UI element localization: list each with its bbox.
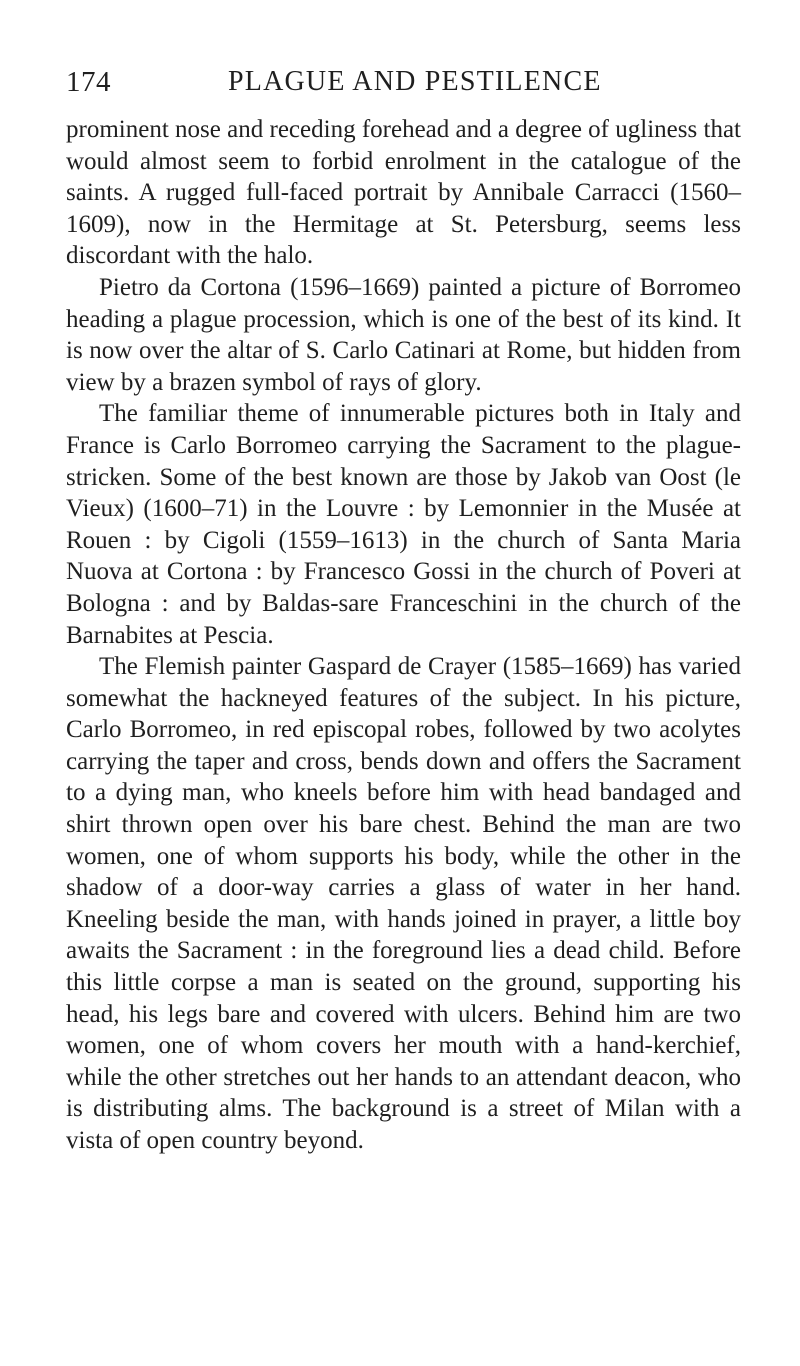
page-number: 174 (66, 66, 111, 98)
paragraph-continued: prominent nose and receding forehead and a degree of ugliness that would almost seem to forbid enrolment in the catalogue of the saints. A rugged full-faced portrait by Annibale Carracci (1560–1609), now in the Hermitage at St. Petersburg, seems less discordant with the halo. (66, 116, 741, 270)
body-text (66, 114, 741, 1157)
paragraph-familiar-theme: The familiar theme of innumerable pictures both in Italy and France is Carlo Borromeo carrying the Sacrament to the plague-stricken. Some of the best known are those by Jakob van Oost (le Vieux) (1600–71) in the Louvre : by Lemonnier in the Musée at Rouen : by Cigoli (1559–1613) in the church of Santa Maria Nuova at Cortona : by Francesco Gossi in the church of Poveri at Bologna : and by Baldas-sare Franceschini in the church of the Barnabites at Pescia. (66, 400, 741, 649)
book-page (66, 62, 741, 1157)
paragraph-de-crayer: The Flemish painter Gaspard de Crayer (1585–1669) has varied somewhat the hackneyed features of the subject. In his picture, Carlo Borromeo, in red episcopal robes, followed by two acolytes carrying the taper and cross, bends down and offers the Sacrament to a dying man, who kneels before him with head bandaged and shirt thrown open over his bare chest. Behind the man are two women, one of whom supports his body, while the other in the shadow of a door-way carries a glass of water in her hand. Kneeling beside the man, with hands joined in prayer, a little boy awaits the Sacrament : in the foreground lies a dead child. Before this little corpse a man is seated on the ground, supporting his head, his legs bare and covered with ulcers. Behind him are two women, one of whom covers her mouth with a hand-kerchief, while the other stretches out her hands to an attendant deacon, who is distributing alms. The background is a street of Milan with a vista of open country beyond. (66, 653, 741, 1154)
running-head (66, 62, 741, 102)
running-title: PLAGUE AND PESTILENCE (228, 66, 602, 97)
paragraph-cortona: Pietro da Cortona (1596–1669) painted a picture of Borromeo heading a plague procession, which is one of the best of its kind. It is now over the altar of S. Carlo Catinari at Rome, but hidden from view by a brazen symbol of rays of glory. (66, 273, 741, 396)
